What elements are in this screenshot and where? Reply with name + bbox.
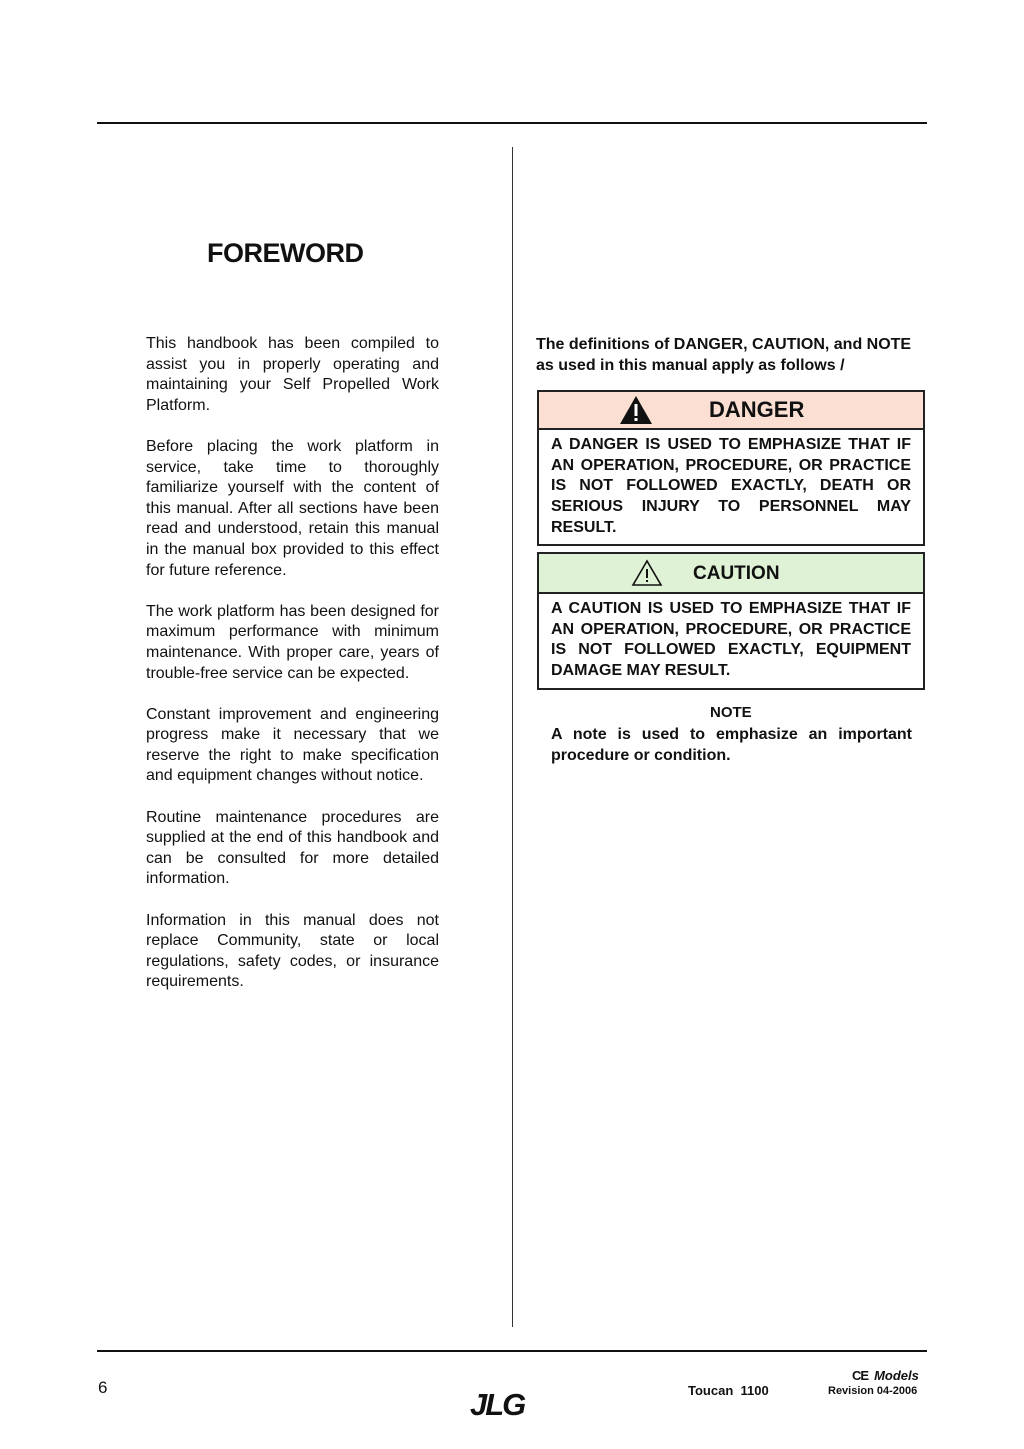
model-name: Toucan 1100 bbox=[688, 1383, 769, 1398]
caution-header bbox=[539, 554, 923, 594]
note-text: A note is used to emphasize an important procedure or condition. bbox=[551, 726, 912, 764]
ce-models-label bbox=[852, 1368, 919, 1383]
foreword-paragraph: The work platform has been designed for maximum performance with minimum maintenance. With proper care, years of trouble-free service can be expected. bbox=[146, 602, 439, 682]
danger-box bbox=[537, 390, 925, 546]
danger-header bbox=[539, 392, 923, 430]
page-title: FOREWORD bbox=[207, 238, 364, 268]
foreword-text bbox=[146, 334, 439, 1014]
warning-triangle-outline-icon bbox=[631, 559, 663, 592]
top-rule bbox=[97, 122, 927, 124]
note-label: NOTE bbox=[710, 704, 752, 721]
jlg-logo-text: JLG bbox=[470, 1388, 525, 1418]
caution-box bbox=[537, 552, 925, 690]
definitions-intro: The definitions of DANGER, CAUTION, and NOTE as used in this manual apply as follows / bbox=[536, 336, 912, 374]
caution-text: A CAUTION IS USED TO EMPHASIZE THAT IF AN OPERATION, PROCEDURE, OR PRACTICE IS NOT FOLLOWED EXACTLY, EQUIPMENT DAMAGE MAY RESULT. bbox=[551, 600, 911, 680]
foreword-paragraph: Routine maintenance procedures are supplied at the end of this handbook and can be consulted for more detailed information. bbox=[146, 808, 439, 888]
caution-label: CAUTION bbox=[693, 563, 780, 584]
foreword-paragraph: Constant improvement and engineering progress make it necessary that we reserve the right to make specification and equipment changes without notice. bbox=[146, 705, 439, 785]
foreword-paragraph: Before placing the work platform in service, take time to thoroughly familiarize yourself with the content of this manual. After all sections have been read and understood, retain this manual in the manual box provided to this effect for future reference. bbox=[146, 437, 439, 579]
jlg-logo bbox=[468, 1388, 560, 1423]
foreword-paragraph: Information in this manual does not replace Community, state or local regulations, safety codes, or insurance requirements. bbox=[146, 911, 439, 991]
warning-triangle-filled-icon bbox=[619, 395, 653, 430]
revision-label: Revision 04-2006 bbox=[828, 1385, 918, 1397]
ce-mark: CE bbox=[852, 1368, 869, 1383]
page-number: 6 bbox=[98, 1378, 108, 1397]
bottom-rule bbox=[97, 1350, 927, 1352]
foreword-paragraph: This handbook has been compiled to assist you in properly operating and maintaining your Self Propelled Work Platform. bbox=[146, 335, 439, 414]
models-label: Models bbox=[874, 1368, 919, 1383]
danger-text: A DANGER IS USED TO EMPHASIZE THAT IF AN OPERATION, PROCEDURE, OR PRACTICE IS NOT FOLLOWED EXACTLY, DEATH OR SERIOUS INJURY TO PERSONNEL MAY RESULT. bbox=[551, 436, 911, 536]
column-divider bbox=[512, 147, 513, 1327]
danger-label: DANGER bbox=[709, 397, 805, 422]
